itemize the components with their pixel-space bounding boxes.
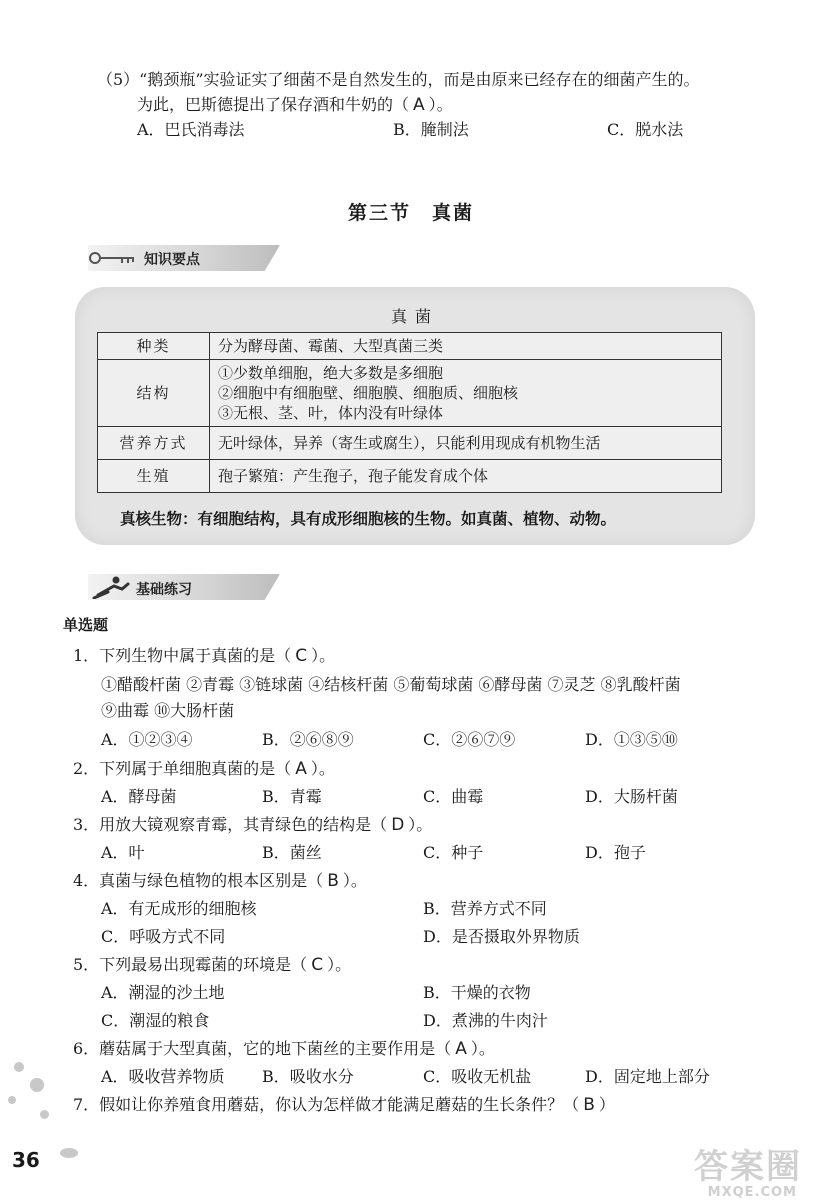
option-d: D．固定地上部分 [585,1067,710,1086]
question-2-stem-end: ）。 [310,759,335,778]
option-d: D．①③⑤⑩ [585,730,678,749]
row-line: ②细胞中有细胞壁、细胞膜、细胞质、细胞核 [218,384,519,402]
row-line: ③无根、茎、叶，体内没有叶绿体 [218,404,444,422]
option-d: D．是否摄取外界物质 [423,927,580,946]
watermark-url: MXQE.COM [707,1185,797,1200]
option-c: C．脱水法 [607,120,684,139]
knowledge-banner-label: 知识要点 [144,252,200,268]
row-value [210,360,722,427]
option-b: B．青霉 [262,787,322,806]
runner-icon [92,575,132,603]
option-d: D．煮沸的牛肉汁 [423,1011,548,1030]
row-value [210,333,722,360]
knowledge-table [97,332,722,493]
row-key: 结构 [98,360,210,427]
option-b: B．腌制法 [393,120,469,139]
row-key: 营养方式 [98,427,210,460]
question-3-stem: 3．用放大镜观察青霉，其青绿色的结构是（ [73,815,388,834]
question-1-items: ⑨曲霉 ⑩大肠杆菌 [101,701,235,720]
decoration-dot [30,1078,44,1092]
table-row [98,360,722,427]
option-c: C．②⑥⑦⑨ [423,730,516,749]
question-1-stem: 1．下列生物中属于真菌的是（ [73,646,292,665]
question-5 [73,955,351,975]
question-2-stem: 2．下列属于单细胞真菌的是（ [73,759,292,778]
decoration-dot [60,1148,78,1158]
option-a: A．巴氏消毒法 [137,120,245,139]
handwritten-answer: A [455,1039,467,1059]
row-key: 生殖 [98,460,210,493]
question-5-stem-end: ）。 [327,955,352,974]
question-5-stem-end: ）。 [428,95,453,114]
option-a: A．①②③④ [101,730,193,749]
decoration-dot [8,1096,16,1104]
row-line: ①少数单细胞，绝大多数是多细胞 [218,364,444,382]
option-b: B．菌丝 [262,843,322,862]
row-line: 孢子繁殖：产生孢子，孢子能发育成个体 [218,467,489,485]
table-row [98,333,722,360]
option-a: A．潮湿的沙土地 [101,983,225,1002]
question-5-stem: 为此，巴斯德提出了保存酒和牛奶的（ [137,95,410,114]
question-7 [73,1095,615,1115]
handwritten-answer: C [295,646,308,666]
option-c: C．呼吸方式不同 [101,927,226,946]
practice-banner-label: 基础练习 [136,582,192,598]
question-6 [73,1039,495,1059]
watermark-logo: 答案圈 [694,1147,802,1187]
row-value [210,460,722,493]
option-a: A．叶 [101,843,145,862]
knowledge-footer: 真核生物：有细胞结构，具有成形细胞核的生物。如真菌、植物、动物。 [120,509,617,528]
option-a: A．酵母菌 [101,787,177,806]
handwritten-answer: C [311,955,324,975]
option-c: C．曲霉 [423,787,484,806]
handwritten-answer: D [391,815,405,835]
question-7-stem: 7．假如让你养殖食用蘑菇，你认为怎样做才能满足蘑菇的生长条件？（ [73,1095,580,1114]
question-6-stem-end: ）。 [470,1039,495,1058]
knowledge-box-title: 真菌 [390,307,439,326]
question-1 [73,646,335,666]
row-line: 分为酵母菌、霉菌、大型真菌三类 [218,337,444,355]
question-5-line2 [137,95,453,115]
question-2 [73,759,335,779]
handwritten-answer: A [295,759,307,779]
option-a: A．吸收营养物质 [101,1067,225,1086]
option-c: C．种子 [423,843,484,862]
question-1-stem-end: ）。 [311,646,336,665]
question-type-label: 单选题 [63,616,109,634]
decoration-dot [14,1062,24,1072]
question-6-stem: 6．蘑菇属于大型真菌，它的地下菌丝的主要作用是（ [73,1039,452,1058]
option-c: C．吸收无机盐 [423,1067,532,1086]
row-value [210,427,722,460]
option-c: C．潮湿的粮食 [101,1011,210,1030]
question-5-stem: 5．下列最易出现霉菌的环境是（ [73,955,308,974]
handwritten-answer: A [413,95,425,115]
option-b: B．干燥的衣物 [423,983,531,1002]
option-b: B．营养方式不同 [423,899,547,918]
key-icon [88,249,138,271]
question-3-stem-end: ）。 [408,815,433,834]
handwritten-answer: B [327,871,339,891]
question-4 [73,871,367,891]
decoration-dot [40,1110,49,1119]
row-key: 种类 [98,333,210,360]
question-7-stem-end: ） [598,1095,615,1114]
handwritten-answer: B [583,1095,595,1115]
question-5-line1: （5）“鹅颈瓶”实验证实了细菌不是自然发生的，而是由原来已经存在的细菌产生的。 [97,70,700,89]
table-row [98,460,722,493]
option-b: B．吸收水分 [262,1067,354,1086]
question-4-stem: 4．真菌与绿色植物的根本区别是（ [73,871,324,890]
option-b: B．②⑥⑧⑨ [262,730,354,749]
knowledge-box [75,287,755,545]
question-1-items: ①醋酸杆菌 ②青霉 ③链球菌 ④结核杆菌 ⑤葡萄球菌 ⑥酵母菌 ⑦灵芝 ⑧乳酸杆菌 [101,675,681,694]
page-number: 36 [12,1148,40,1172]
question-3 [73,815,432,835]
table-row [98,427,722,460]
question-4-stem-end: ）。 [342,871,367,890]
option-a: A．有无成形的细胞核 [101,899,257,918]
option-d: D．孢子 [585,843,646,862]
option-d: D．大肠杆菌 [585,787,678,806]
row-line: 无叶绿体，异养（寄生或腐生），只能利用现成有机物生活 [218,434,601,452]
section-title: 第三节 真菌 [347,202,474,224]
